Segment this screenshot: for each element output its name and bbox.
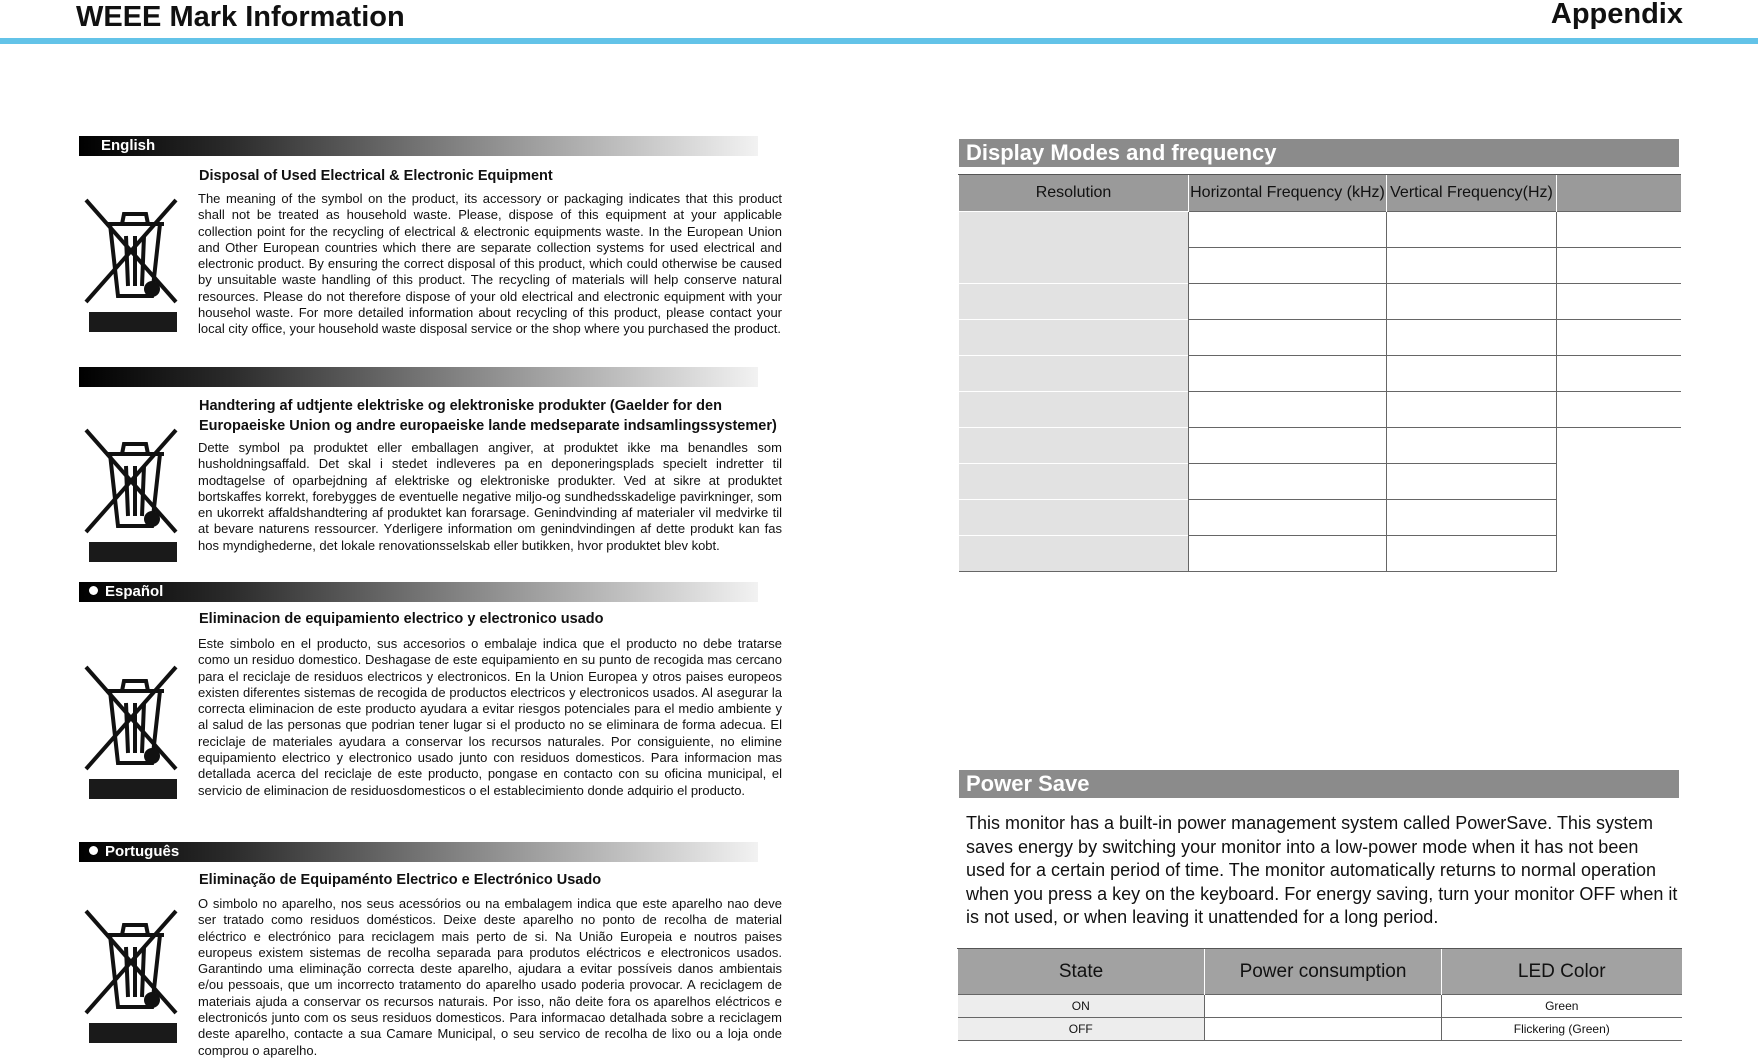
weee-body-english: The meaning of the symbol on the product, its accessory or packaging indicates that this product shall not be treated as household waste. Please, dispose of this equipment at your applicable collection point for the recycling of electrical & electronic equipments waste. In the European Union and Other European countries which there are separate collection systems for used electrical and electronic product. By ensuring the correct disposal of this product, which could otherwise be caused by unsuitable waste handling of this product. The recycling of materials will help conserve natural resources. Please do not therefore dispose of your old electrical and electronic equipment with your househol waste. For more detailed information about recycling of this product, please contact your local city office, your household waste disposal service or the shop where you purchased the product.	[198, 191, 782, 337]
bullet-icon	[89, 586, 98, 595]
weee-body-portugues: O simbolo no aparelho, nos seus acessórios ou na embalagem indica que este aparelho nao deve ser tratado como residuos domésticos. Deixe deste aparelho no ponto de recolha de material eléctrico e electrónico para reciclagem mais perto de si. Na União Europeia e noutros paises europeus existem sistemas de recolha separada para produtos eléctricos e electronicos usados. Garantindo uma eliminação correcta deste aparelho, ajudara a evitar possíveis danos ambientais e/ou pessoais, que um incorrecto tratamento do aparelho usado poderia provocar. A reciclagem de materiais ajuda a conservar os recursos naturais. Por isso, não deite fora os aparelhos eléctricos e electronicós junto com os seus residuos domesticos. Para informacao detalhada sobre a reciclagem deste aparelho, contacte a sua Camare Municipal, o seu servico de recolha de lixo ou a loja onde comprou o aparelho.	[198, 896, 782, 1058]
table-row	[959, 356, 1681, 392]
led-cell: Flickering (Green)	[1442, 1018, 1682, 1041]
weee-body-danish: Dette symbol pa produktet eller emballagen angiver, at produktet ikke ma benandles som husholdningsaffald. Det skal i stedet indleveres pa en deponeringsplads specielt indretter til modtagelse of oparbejdning af elektriske og elektroniske produkter. Ved at sikre at produktet bortskaffes korrekt, forebygges de eventuelle negative miljo-og sundhedsskadelige pavirkninger, som en ukorrekt affaldshandtering af produktet kan forarsage. Genindvinding af materialer vil medvirke til at bevare naturens ressourcer. Yderligere information om genindvindingen af dette produkt kan fas hos myndighederne, det lokale renovationsselskab eller butikken, hvor produktet blev kobt.	[198, 440, 782, 553]
page-title: WEEE Mark Information	[76, 1, 405, 33]
display-modes-table	[958, 174, 1681, 572]
table-row	[959, 284, 1681, 320]
state-cell: ON	[958, 995, 1205, 1018]
weee-black-bar	[89, 542, 177, 562]
weee-title-espanol: Eliminacion de equipamiento electrico y electronico usado	[199, 611, 604, 627]
weee-title-english: Disposal of Used Electrical & Electronic Equipment	[199, 168, 553, 184]
col-header-resolution: Resolution	[959, 175, 1189, 212]
weee-title-portugues: Eliminação de Equipaménto Electrico e Electrónico Usado	[199, 872, 602, 888]
lang-bar-espanol	[79, 582, 758, 602]
weee-body-espanol: Este simbolo en el producto, sus accesorios o embalaje indica que el producto no debe tratarse como un residuo domestico. Deshagase de este equipamiento en su punto de recogida mas cercano para el reciclaje de residuos electricos y electronicos. En la Union Europea y otros paises europeos existen diferentes sistemas de recogida de productos electricos y electronicos usados. Al asegurar la correcta eliminacion de este producto ayudara a evitar riesgos potenciales para el medio ambiente y al salud de las personas que podrian tener lugar si el producto no se eliminara de forma adecua. El reciclaje de materiales ayudara a conservar los recursos naturales. Por consiguiente, no elimine equipamiento electrico y electronico usado junto con residuos domesticos. Para informacion mas detallada acerca del reciclaje de este producto, pongase en contacto con su oficina municipal, el servicio de eliminacion de residuosdomesticos o el establecimiento donde adquirio el producto.	[198, 636, 782, 798]
section-title-appendix: Appendix	[1550, 0, 1683, 30]
lang-bar-danish	[79, 367, 758, 387]
power-cell	[1205, 995, 1442, 1018]
weee-black-bar	[89, 312, 177, 332]
col-header-led: LED Color	[1442, 949, 1682, 995]
power-save-title: Power Save	[959, 770, 1679, 798]
led-cell: Green	[1442, 995, 1682, 1018]
lang-label: Español	[105, 583, 164, 600]
weee-bin-icon	[80, 907, 182, 1043]
weee-black-bar	[89, 1023, 177, 1043]
weee-bin-icon	[80, 663, 182, 799]
table-row	[959, 320, 1681, 356]
weee-bin-icon	[80, 196, 182, 332]
power-cell	[1205, 1018, 1442, 1041]
col-header-hfreq: Horizontal Frequency (kHz)	[1189, 175, 1387, 212]
table-row	[959, 392, 1681, 428]
table-row	[958, 1018, 1682, 1041]
lang-bar-english	[79, 136, 758, 156]
header-rule	[0, 38, 1758, 44]
col-header-power: Power consumption	[1205, 949, 1442, 995]
col-header-vfreq: Vertical Frequency(Hz)	[1387, 175, 1557, 212]
display-modes-title: Display Modes and frequency	[959, 139, 1679, 167]
table-row	[959, 428, 1681, 464]
weee-title-danish: Handtering af udtjente elektriske og elektroniske produkter (Gaelder for den Europaeiske Union og andre europaeiske lande medseparate indsamlingssystemer)	[199, 398, 777, 434]
lang-bar-portugues	[79, 842, 758, 862]
table-row	[959, 212, 1681, 248]
table-row	[958, 995, 1682, 1018]
weee-black-bar	[89, 779, 177, 799]
power-save-paragraph: This monitor has a built-in power management system called PowerSave. This system saves energy by switching your monitor into a low-power mode when it has not been used for a certain period of time. The monitor automatically returns to normal operation when you press a key on the keyboard. For energy saving, turn your monitor OFF when it is not used, or when leaving it unattended for a long period.	[966, 813, 1678, 927]
col-header-extra	[1557, 175, 1681, 212]
weee-bin-icon	[80, 426, 182, 562]
state-cell: OFF	[958, 1018, 1205, 1041]
lang-label: English	[101, 137, 156, 154]
lang-label: Português	[105, 843, 180, 860]
col-header-state: State	[958, 949, 1205, 995]
bullet-icon	[89, 846, 98, 855]
power-save-table	[957, 948, 1682, 1041]
